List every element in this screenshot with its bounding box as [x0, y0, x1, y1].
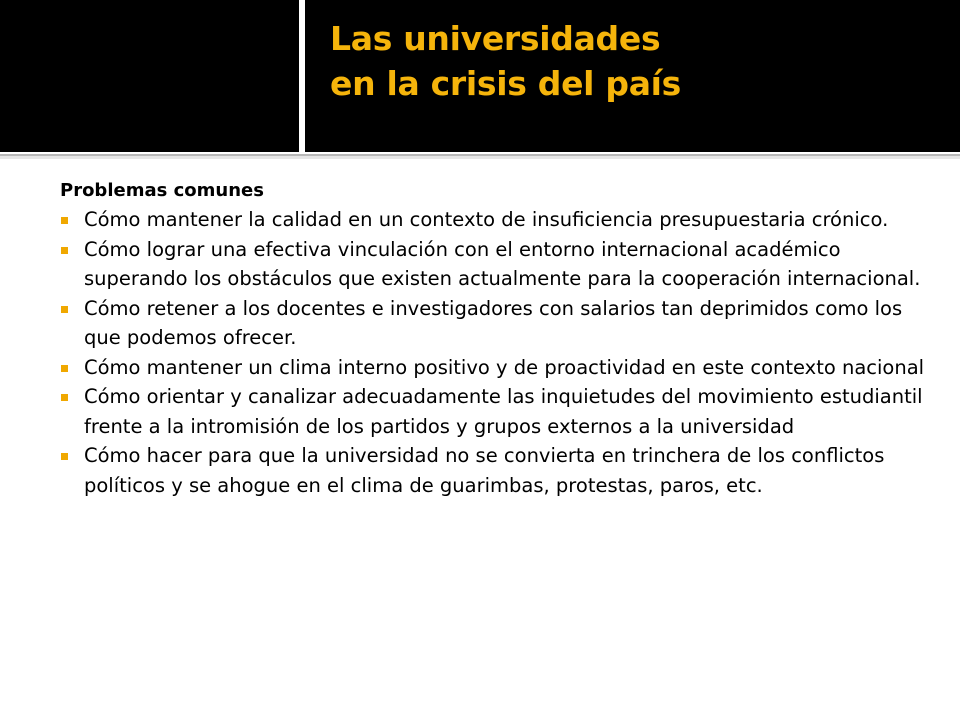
bullet-text: Cómo lograr una efectiva vinculación con el entorno internacional académico superando los obstáculos que existen actualmente para la cooperación internacional.: [84, 237, 921, 290]
bullet-text: Cómo mantener la calidad en un contexto de insuficiencia presupuestaria crónico.: [84, 208, 889, 231]
square-bullet-icon: [61, 453, 68, 460]
subheading: Problemas comunes: [60, 180, 264, 201]
square-bullet-icon: [61, 306, 68, 313]
bullet-text: Cómo hacer para que la universidad no se convierta en trinchera de los conflictos políticos y se ahogue en el clima de guarimbas, protestas, paros, etc.: [84, 444, 885, 497]
slide-title-line-1: Las universidades: [330, 19, 661, 58]
bullet-text: Cómo retener a los docentes e investigadores con salarios tan deprimidos como los que podemos ofrecer.: [84, 296, 903, 349]
bullet-item: [60, 205, 940, 235]
slide-title: [330, 16, 940, 106]
bullet-item: [60, 382, 940, 441]
slide-title-line-2: en la crisis del país: [330, 64, 682, 103]
square-bullet-icon: [61, 394, 68, 401]
bullet-list: [60, 205, 940, 500]
square-bullet-icon: [61, 217, 68, 224]
square-bullet-icon: [61, 247, 68, 254]
bullet-item: [60, 235, 940, 294]
bullet-text: Cómo mantener un clima interno positivo y de proactividad en este contexto nacional: [84, 355, 925, 379]
slide-body: [60, 176, 940, 500]
bullet-text: Cómo orientar y canalizar adecuadamente las inquietudes del movimiento estudiantil frente a la intromisión de los partidos y grupos externos a la universidad: [84, 385, 923, 438]
square-bullet-icon: [61, 365, 68, 372]
bullet-item: [60, 353, 940, 383]
bullet-item: [60, 294, 940, 353]
header-rule: [0, 152, 960, 159]
header-divider: [299, 0, 305, 152]
bullet-item: [60, 441, 940, 500]
